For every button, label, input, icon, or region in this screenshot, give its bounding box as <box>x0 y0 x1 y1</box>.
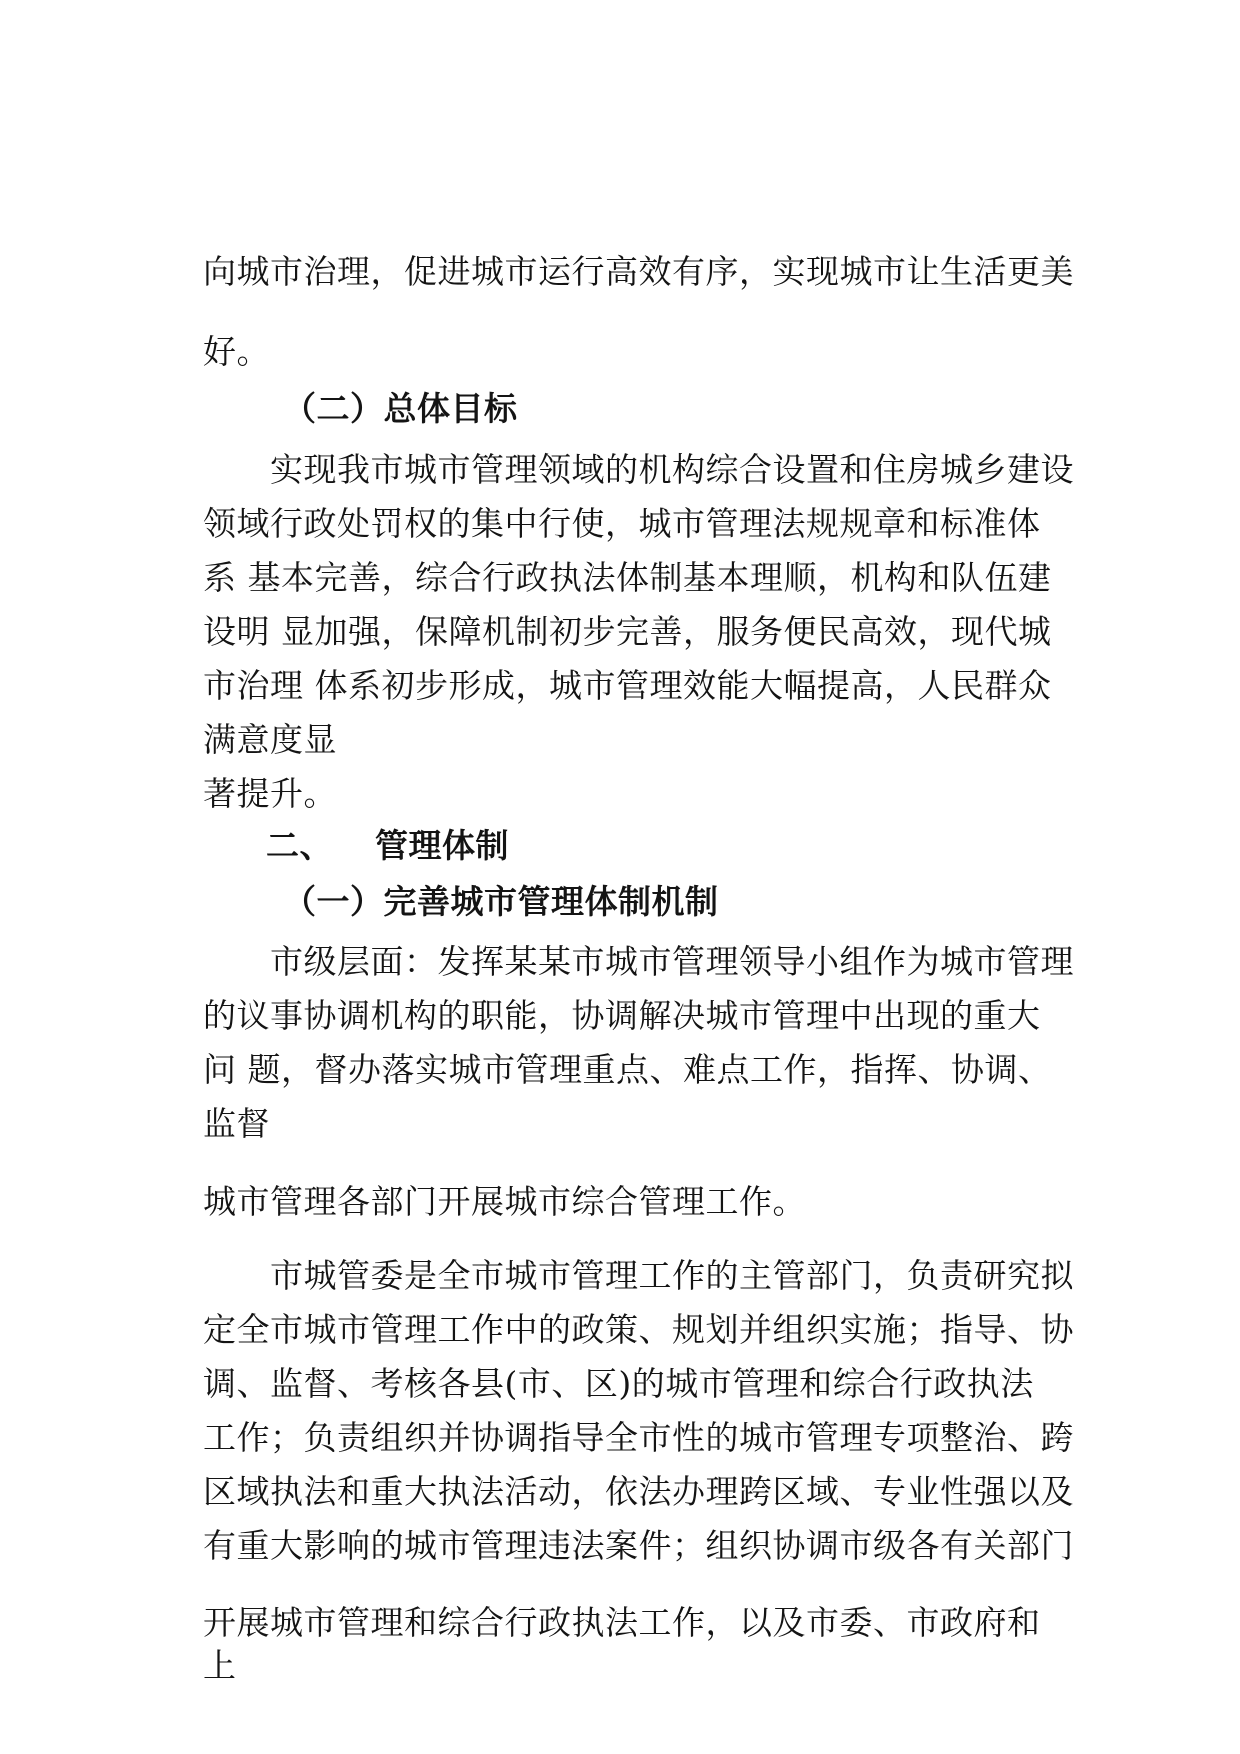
paragraph-line: 市城管委是全市城市管理工作的主管部门，负责研究拟 <box>270 1256 1074 1295</box>
chapter-number: 二、 <box>266 826 333 865</box>
paragraph-line: 区域执法和重大执法活动，依法办理跨区域、专业性强以及 <box>203 1472 1074 1511</box>
paragraph-line: 好。 <box>203 332 270 371</box>
paragraph-line: 的议事协调机构的职能，协调解决城市管理中出现的重大 <box>203 996 1041 1035</box>
paragraph-line: 实现我市城市管理领域的机构综合设置和住房城乡建设 <box>270 450 1074 489</box>
paragraph-line: 定全市城市管理工作中的政策、规划并组织实施；指导、协 <box>203 1310 1074 1349</box>
paragraph-line: 有重大影响的城市管理违法案件；组织协调市级各有关部门 <box>203 1526 1074 1565</box>
paragraph-line: 调、监督、考核各县(市、区)的城市管理和综合行政执法 <box>203 1364 1034 1403</box>
paragraph-line: 满意度显 <box>203 720 337 759</box>
paragraph-line: 市治理 体系初步形成，城市管理效能大幅提高，人民群众 <box>203 666 1052 705</box>
paragraph-line: 工作；负责组织并协调指导全市性的城市管理专项整治、跨 <box>203 1418 1074 1457</box>
section-heading-improve-system: （一）完善城市管理体制机制 <box>283 882 719 921</box>
section-heading-overall-goal: （二）总体目标 <box>283 389 518 428</box>
paragraph-line: 著提升。 <box>203 774 337 813</box>
paragraph-line: 设明 显加强，保障机制初步完善，服务便民高效，现代城 <box>203 612 1052 651</box>
chapter-title: 管理体制 <box>375 826 509 865</box>
paragraph-line: 领域行政处罚权的集中行使，城市管理法规规章和标准体 <box>203 504 1041 543</box>
chapter-heading-management-system <box>266 824 509 868</box>
paragraph-line: 系 基本完善，综合行政执法体制基本理顺，机构和队伍建 <box>203 558 1052 597</box>
paragraph-line: 上 <box>203 1646 237 1685</box>
paragraph-line: 向城市治理，促进城市运行高效有序，实现城市让生活更美 <box>203 252 1074 291</box>
paragraph-line: 开展城市管理和综合行政执法工作，以及市委、市政府和 <box>203 1603 1041 1642</box>
paragraph-line: 城市管理各部门开展城市综合管理工作。 <box>203 1182 806 1221</box>
paragraph-line: 监督 <box>203 1104 270 1143</box>
paragraph-line: 市级层面：发挥某某市城市管理领导小组作为城市管理 <box>270 942 1074 981</box>
paragraph-line: 问 题，督办落实城市管理重点、难点工作，指挥、协调、 <box>203 1050 1052 1089</box>
